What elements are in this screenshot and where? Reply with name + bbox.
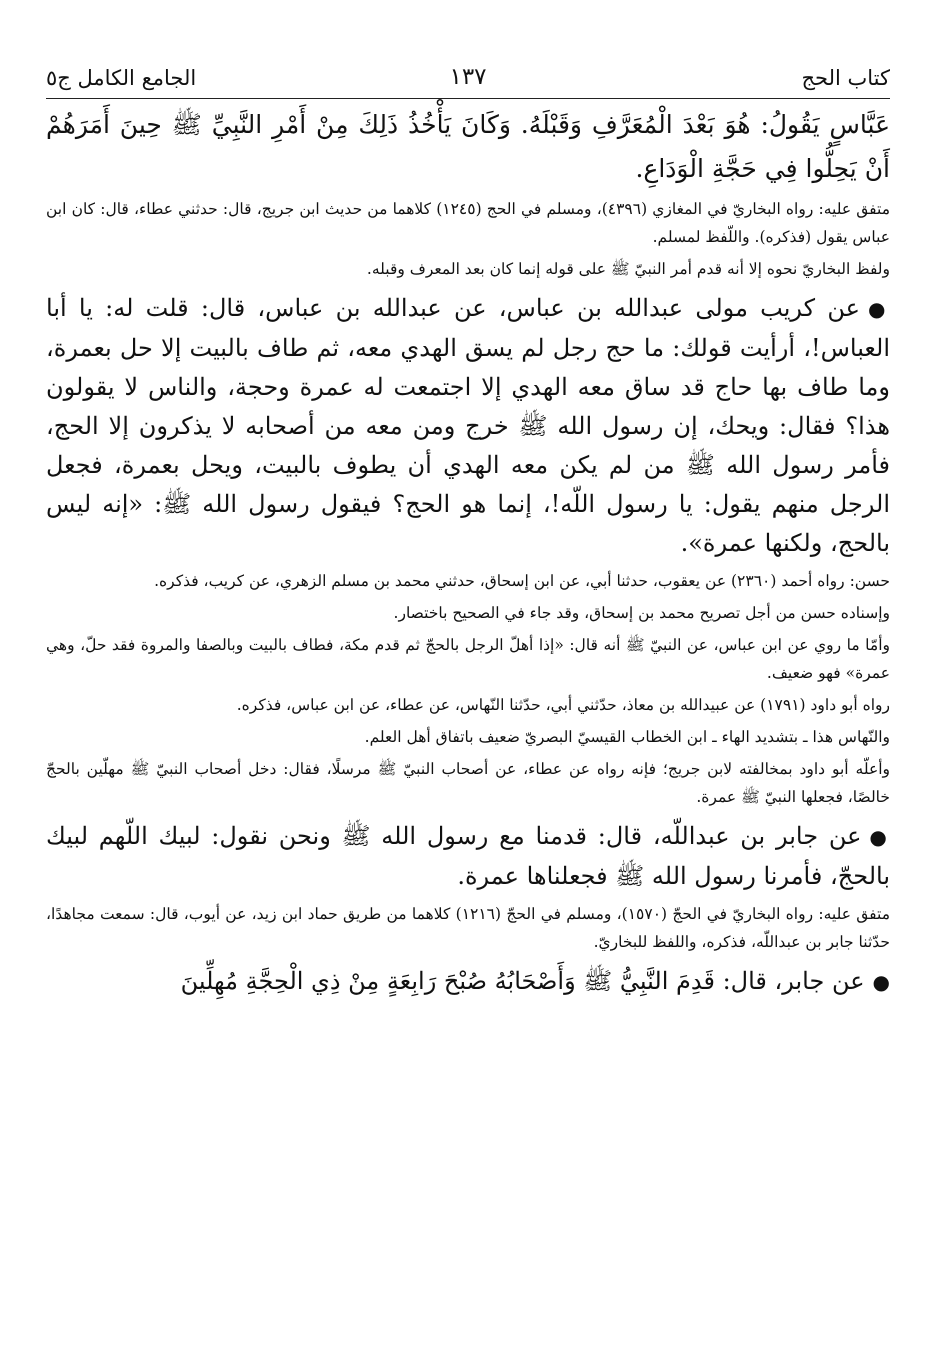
hadith-text <box>46 289 890 563</box>
running-header <box>46 58 890 99</box>
takhrij-note: حسن: رواه أحمد (٢٣٦٠) عن يعقوب، حدثنا أبي، عن ابن إسحاق، حدثني محمد بن مسلم الزهري، عن كريب، فذكره. <box>154 572 890 590</box>
hadith-body: عن كريب مولى عبدالله بن عباس، عن عبدالله بن عباس، قال: قلت له: يا أبا العباس!، أرأيت قولك: ما حج رجل لم يسق الهدي معه، ثم طاف بالبيت إلا حل بعمرة، وما طاف بها حاج قد ساق معه الهدي إلا اجتمعت له عمرة وحجة، والناس لا يقولون هذا؟ فقال: ويحك، إن رسول الله ﷺ خرج ومن معه من أصحابه لا يذكرون إلا الحج، فأمر رسول الله ﷺ من لم يكن معه الهدي أن يطوف بالبيت، ويحل بعمرة، فجعل الرجل منهم يقول: يا رسول اللّه!، إنما هو الحج؟ فيقول رسول الله ﷺ: «إنه ليس بالحج، ولكنها عمرة». <box>46 294 890 557</box>
hadith-body: عن جابر بن عبداللّه، قال: قدمنا مع رسول الله ﷺ ونحن نقول: لبيك اللّهم لبيك بالحجّ، فأمرنا رسول الله ﷺ فجعلناها عمرة. <box>46 822 890 890</box>
takhrij-note: وأعلّه أبو داود بمخالفته لابن جريج؛ فإنه رواه عن عطاء، عن أصحاب النبيّ ﷺ مرسلًا، فقال: دخل أصحاب النبيّ ﷺ مهلّين بالحجّ خالصًا، فجعلها النبيّ ﷺ عمرة. <box>46 760 890 806</box>
takhrij-note: متفق عليه: رواه البخاريّ في الحجّ (١٥٧٠)، ومسلم في الحجّ (١٢١٦) كلاهما من طريق حماد ابن زيد، عن أيوب، قال: سمعت مجاهدًا، حدّثنا جابر بن عبداللّه، فذكره، واللفظ للبخاريّ. <box>46 905 890 951</box>
hadith-text <box>46 817 890 896</box>
hadith-continuation: عَبَّاسٍ يَقُولُ: هُوَ بَعْدَ الْمُعَرَّفِ وَقَبْلَهُ. وَكَانَ يَأْخُذُ ذَلِكَ مِنْ أَمْرِ النَّبِيِّ ﷺ حِينَ أَمَرَهُمْ أَنْ يَحِلُّوا فِي حَجَّةِ الْوَدَاعِ. <box>46 110 890 183</box>
book-title: كتاب الحج <box>801 66 890 90</box>
takhrij-note: رواه أبو داود (١٧٩١) عن عبيدالله بن معاذ، حدّثني أبي، حدّثنا النّهاس، عن عطاء، عن ابن عباس، فذكره. <box>236 696 890 714</box>
takhrij-note: متفق عليه: رواه البخاريّ في المغازي (٤٣٩٦)، ومسلم في الحج (١٢٤٥) كلاهما من حديث ابن جريج، قال: حدثني عطاء، قال: كان ابن عباس يقول (فذكره). واللّفظ لمسلم. <box>46 200 890 246</box>
hadith-text <box>46 962 890 1002</box>
hadith-body: عن جابر، قال: قَدِمَ النَّبِيُّ ﷺ وَأَصْحَابُهُ صُبْحَ رَابِعَةٍ مِنْ ذِي الْحِجَّةِ مُهِلِّينَ <box>180 967 865 995</box>
book-page <box>46 58 890 1002</box>
bullet-icon: ● <box>867 297 891 321</box>
takhrij-note: وأمّا ما روي عن ابن عباس، عن النبيّ ﷺ أنه قال: «إذا أهلّ الرجل بالحجّ ثم قدم مكة، فطاف بالبيت وبالصفا والمروة فقد حلّ، وهي عمرة» فهو ضعيف. <box>46 636 890 682</box>
bullet-icon: ● <box>869 825 891 849</box>
takhrij-note: والنّهاس هذا ـ بتشديد الهاء ـ ابن الخطاب القيسيّ البصريّ ضعيف باتفاق أهل العلم. <box>364 728 890 746</box>
volume-title: الجامع الكامل ج٥ <box>46 66 197 90</box>
page-number: ١٣٧ <box>449 64 487 90</box>
takhrij-note: وإسناده حسن من أجل تصريح محمد بن إسحاق، وقد جاء في الصحيح باختصار. <box>393 604 890 622</box>
takhrij-note: ولفظ البخاريّ نحوه إلا أنه قدم أمر النبيّ ﷺ على قوله إنما كان بعد المعرف وقبله. <box>366 260 890 278</box>
bullet-icon: ● <box>872 970 890 994</box>
